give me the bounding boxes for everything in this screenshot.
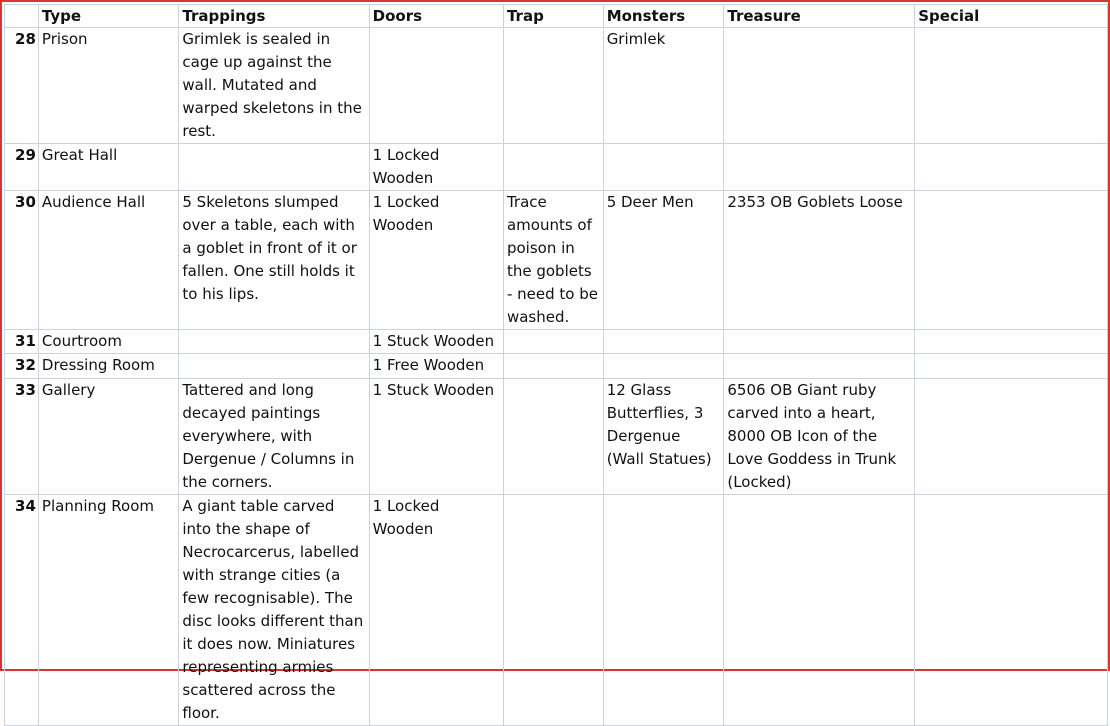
cell-monsters[interactable]: Grimlek (603, 28, 724, 144)
cell-doors[interactable]: 1 Stuck Wooden (369, 379, 503, 495)
cell-doors[interactable]: 1 Locked Wooden (369, 144, 503, 191)
table-row (5, 191, 1108, 330)
header-row (5, 5, 1108, 28)
header-special[interactable]: Special (915, 5, 1108, 28)
cell-trap[interactable] (503, 330, 603, 354)
cell-trappings[interactable]: 5 Skeletons slumped over a table, each with a goblet in front of it or fallen. One still holds it to his lips. (179, 191, 369, 330)
cell-trap[interactable] (503, 28, 603, 144)
cell-treasure[interactable]: 6506 OB Giant ruby carved into a heart, 8000 OB Icon of the Love Goddess in Trunk (Locked) (724, 379, 915, 495)
header-trap[interactable]: Trap (503, 5, 603, 28)
cell-trap[interactable] (503, 495, 603, 726)
cell-type[interactable]: Courtroom (38, 330, 178, 354)
cell-treasure[interactable] (724, 495, 915, 726)
cell-special[interactable] (915, 28, 1108, 144)
table-row (5, 354, 1108, 379)
cell-type[interactable]: Audience Hall (38, 191, 178, 330)
header-treasure[interactable]: Treasure (724, 5, 915, 28)
cell-doors[interactable] (369, 28, 503, 144)
cell-monsters[interactable]: 5 Deer Men (603, 191, 724, 330)
cell-treasure[interactable] (724, 144, 915, 191)
cell-treasure[interactable] (724, 354, 915, 379)
cell-monsters[interactable] (603, 354, 724, 379)
cell-trap[interactable] (503, 379, 603, 495)
cell-type[interactable]: Dressing Room (38, 354, 178, 379)
cell-num[interactable]: 34 (5, 495, 39, 726)
table-row (5, 379, 1108, 495)
table-row (5, 495, 1108, 726)
table-row (5, 144, 1108, 191)
cell-special[interactable] (915, 379, 1108, 495)
cell-trappings[interactable]: Grimlek is sealed in cage up against the wall. Mutated and warped skeletons in the rest. (179, 28, 369, 144)
dungeon-room-table (4, 4, 1108, 726)
cell-special[interactable] (915, 495, 1108, 726)
cell-special[interactable] (915, 144, 1108, 191)
cell-num[interactable]: 33 (5, 379, 39, 495)
cell-trappings[interactable]: Tattered and long decayed paintings everywhere, with Dergenue / Columns in the corners. (179, 379, 369, 495)
cell-special[interactable] (915, 191, 1108, 330)
cell-monsters[interactable]: 12 Glass Butterflies, 3 Dergenue (Wall Statues) (603, 379, 724, 495)
cell-trappings[interactable] (179, 330, 369, 354)
cell-trap[interactable] (503, 144, 603, 191)
cell-monsters[interactable] (603, 144, 724, 191)
header-trappings[interactable]: Trappings (179, 5, 369, 28)
cell-treasure[interactable]: 2353 OB Goblets Loose (724, 191, 915, 330)
cell-num[interactable]: 28 (5, 28, 39, 144)
cell-trap[interactable]: Trace amounts of poison in the goblets - need to be washed. (503, 191, 603, 330)
cell-treasure[interactable] (724, 330, 915, 354)
header-doors[interactable]: Doors (369, 5, 503, 28)
cell-doors[interactable]: 1 Locked Wooden (369, 191, 503, 330)
cell-num[interactable]: 32 (5, 354, 39, 379)
header-type[interactable]: Type (38, 5, 178, 28)
cell-doors[interactable]: 1 Locked Wooden (369, 495, 503, 726)
cell-trap[interactable] (503, 354, 603, 379)
cell-treasure[interactable] (724, 28, 915, 144)
cell-num[interactable]: 31 (5, 330, 39, 354)
cell-type[interactable]: Prison (38, 28, 178, 144)
cell-trappings[interactable] (179, 144, 369, 191)
header-monsters[interactable]: Monsters (603, 5, 724, 28)
cell-type[interactable]: Planning Room (38, 495, 178, 726)
cell-doors[interactable]: 1 Free Wooden (369, 354, 503, 379)
header-num[interactable] (5, 5, 39, 28)
cell-special[interactable] (915, 330, 1108, 354)
cell-num[interactable]: 30 (5, 191, 39, 330)
cell-num[interactable]: 29 (5, 144, 39, 191)
cell-monsters[interactable] (603, 495, 724, 726)
table-row (5, 330, 1108, 354)
cell-doors[interactable]: 1 Stuck Wooden (369, 330, 503, 354)
cell-monsters[interactable] (603, 330, 724, 354)
cell-special[interactable] (915, 354, 1108, 379)
cell-trappings[interactable]: A giant table carved into the shape of Necrocarcerus, labelled with strange cities (a few recognisable). The disc looks different than it does now. Miniatures representing armies scattered across the floor. (179, 495, 369, 726)
table-row (5, 28, 1108, 144)
cell-type[interactable]: Great Hall (38, 144, 178, 191)
cell-type[interactable]: Gallery (38, 379, 178, 495)
cell-trappings[interactable] (179, 354, 369, 379)
